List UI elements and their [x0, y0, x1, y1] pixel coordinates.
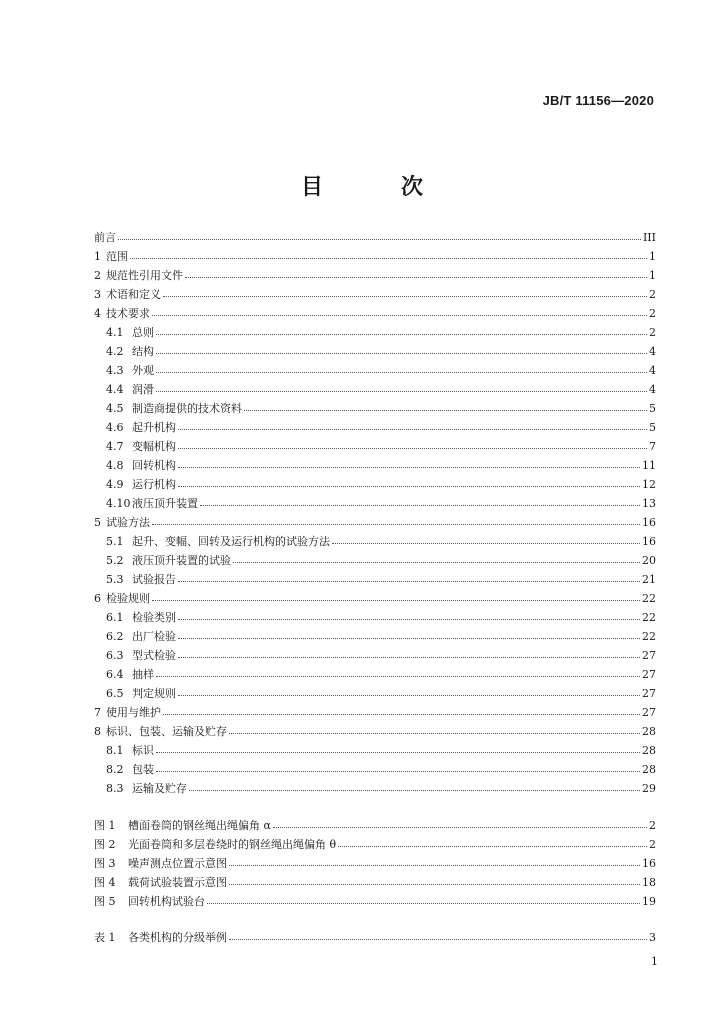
dot-leader	[332, 543, 640, 544]
dot-leader	[156, 334, 647, 335]
entry-number: 6.3	[106, 649, 124, 662]
entry-number: 4.10	[106, 497, 131, 510]
entry-page: 20	[642, 554, 656, 567]
figure-list	[94, 816, 656, 911]
entry-number: 6.5	[106, 687, 124, 700]
entry-title: 光面卷筒和多层卷绕时的钢丝绳出绳偏角 θ	[128, 838, 337, 851]
entry-number: 6.2	[106, 630, 124, 643]
entry-page: 21	[642, 573, 656, 586]
entry-number: 图 5	[94, 895, 116, 908]
dot-leader	[229, 939, 647, 940]
entry-page: 2	[649, 288, 656, 301]
entry-number: 4.5	[106, 402, 124, 415]
entry-number: 4.2	[106, 345, 124, 358]
entry-number: 5.1	[106, 535, 124, 548]
table-of-contents	[94, 228, 656, 947]
entry-page: 28	[642, 763, 656, 776]
entry-number: 图 4	[94, 876, 116, 889]
entry-page: 1	[649, 269, 656, 282]
figure-entry[interactable]	[94, 835, 656, 854]
entry-page: 28	[642, 725, 656, 738]
entry-page: 19	[642, 895, 656, 908]
entry-number: 4.8	[106, 459, 124, 472]
entry-page: 2	[649, 838, 656, 851]
dot-leader	[185, 277, 647, 278]
entry-page: 27	[642, 706, 656, 719]
entry-number: 4.3	[106, 364, 124, 377]
entry-page: 12	[642, 478, 656, 491]
entry-page: 3	[649, 931, 656, 944]
entry-number: 8	[94, 725, 101, 738]
entry-number: 8.1	[106, 744, 124, 757]
toc-entry[interactable]	[94, 684, 656, 703]
dot-leader	[156, 391, 647, 392]
entry-title: 检验类别	[132, 611, 176, 624]
toc-entry[interactable]	[94, 247, 656, 266]
entry-number: 4	[94, 307, 101, 320]
entry-number: 5.2	[106, 554, 124, 567]
entry-number: 7	[94, 706, 101, 719]
entry-title: 规范性引用文件	[106, 269, 183, 282]
dot-leader	[178, 695, 640, 696]
toc-title: 目 次	[300, 175, 451, 200]
entry-page: 4	[649, 345, 656, 358]
dot-leader	[178, 467, 640, 468]
entry-page: 1	[649, 250, 656, 263]
entry-number: 3	[94, 288, 101, 301]
entry-page: 7	[649, 440, 656, 453]
toc-entry[interactable]	[94, 323, 656, 342]
entry-title: 术语和定义	[106, 288, 161, 301]
dot-leader	[189, 790, 640, 791]
entry-title: 变幅机构	[132, 440, 176, 453]
dot-leader	[229, 733, 640, 734]
dot-leader	[152, 600, 640, 601]
toc-entry[interactable]	[94, 513, 656, 532]
dot-leader	[156, 752, 640, 753]
dot-leader	[178, 619, 640, 620]
toc-entries	[94, 228, 656, 798]
entry-page: 2	[649, 307, 656, 320]
entry-page: 27	[642, 668, 656, 681]
dot-leader	[156, 676, 640, 677]
dot-leader	[178, 429, 647, 430]
dot-leader	[156, 353, 647, 354]
toc-entry[interactable]	[94, 551, 656, 570]
entry-title: 液压顶升装置的试验	[132, 554, 231, 567]
entry-title: 外观	[132, 364, 154, 377]
dot-leader	[244, 410, 647, 411]
entry-page: 2	[649, 819, 656, 832]
entry-number: 图 3	[94, 857, 116, 870]
entry-title: 回转机构	[132, 459, 176, 472]
toc-entry[interactable]	[94, 570, 656, 589]
entry-number: 8.2	[106, 763, 124, 776]
entry-number: 图 1	[94, 819, 116, 832]
toc-entry[interactable]	[94, 380, 656, 399]
entry-page: 22	[642, 611, 656, 624]
entry-title: 包装	[132, 763, 154, 776]
entry-title: 抽样	[132, 668, 154, 681]
dot-leader	[178, 581, 640, 582]
entry-page: 27	[642, 687, 656, 700]
entry-title: 技术要求	[106, 307, 150, 320]
dot-leader	[200, 505, 640, 506]
entry-title: 型式检验	[132, 649, 176, 662]
entry-number: 1	[94, 250, 101, 263]
entry-title: 液压顶升装置	[132, 497, 198, 510]
entry-title: 噪声测点位置示意图	[128, 857, 227, 870]
section-gap	[94, 798, 656, 816]
entry-number: 6	[94, 592, 101, 605]
entry-number: 6.1	[106, 611, 124, 624]
toc-entry[interactable]	[94, 304, 656, 323]
entry-number: 4.6	[106, 421, 124, 434]
table-list	[94, 928, 656, 947]
toc-entry[interactable]	[94, 285, 656, 304]
dot-leader	[163, 296, 647, 297]
entry-number: 4.1	[106, 326, 124, 339]
dot-leader	[152, 315, 647, 316]
entry-title: 范围	[106, 250, 128, 263]
dot-leader	[233, 562, 640, 563]
toc-entry[interactable]	[94, 399, 656, 418]
toc-entry[interactable]	[94, 646, 656, 665]
toc-entry[interactable]	[94, 627, 656, 646]
dot-leader	[156, 771, 640, 772]
entry-title: 总则	[132, 326, 154, 339]
entry-page: 4	[649, 364, 656, 377]
dot-leader	[163, 714, 640, 715]
entry-title: 试验方法	[106, 516, 150, 529]
section-gap	[94, 911, 656, 928]
entry-title: 起升、变幅、回转及运行机构的试验方法	[132, 535, 330, 548]
toc-entry[interactable]	[94, 437, 656, 456]
entry-title: 判定规则	[132, 687, 176, 700]
entry-number: 8.3	[106, 782, 124, 795]
toc-entry[interactable]	[94, 475, 656, 494]
toc-entry[interactable]	[94, 342, 656, 361]
dot-leader	[156, 372, 647, 373]
entry-page: 16	[642, 516, 656, 529]
dot-leader	[178, 486, 640, 487]
toc-entry[interactable]	[94, 456, 656, 475]
dot-leader	[178, 657, 640, 658]
entry-number: 表 1	[94, 931, 116, 944]
entry-title: 标识	[132, 744, 154, 757]
entry-title: 检验规则	[106, 592, 150, 605]
dot-leader	[273, 827, 647, 828]
toc-entry[interactable]	[94, 418, 656, 437]
entry-title: 使用与维护	[106, 706, 161, 719]
entry-title: 起升机构	[132, 421, 176, 434]
entry-page: 4	[649, 383, 656, 396]
entry-number: 6.4	[106, 668, 124, 681]
entry-title: 制造商提供的技术资料	[132, 402, 242, 415]
entry-title: 润滑	[132, 383, 154, 396]
dot-leader	[229, 884, 640, 885]
toc-entry[interactable]	[94, 741, 656, 760]
toc-entry[interactable]	[94, 589, 656, 608]
entry-title: 槽面卷筒的钢丝绳出绳偏角 α	[128, 819, 271, 832]
dot-leader	[130, 258, 647, 259]
entry-number: 图 2	[94, 838, 116, 851]
toc-entry[interactable]	[94, 760, 656, 779]
entry-title: 运输及贮存	[132, 782, 187, 795]
entry-page: 5	[649, 402, 656, 415]
dot-leader	[178, 448, 647, 449]
toc-entry[interactable]	[94, 228, 656, 247]
figure-entry[interactable]	[94, 854, 656, 873]
figure-entry[interactable]	[94, 892, 656, 911]
entry-number: 5	[94, 516, 101, 529]
entry-title: 试验报告	[132, 573, 176, 586]
entry-page: 18	[642, 876, 656, 889]
toc-entry[interactable]	[94, 266, 656, 285]
entry-page: 28	[642, 744, 656, 757]
entry-title: 各类机构的分级举例	[128, 931, 227, 944]
figure-entry[interactable]	[94, 873, 656, 892]
entry-number: 2	[94, 269, 101, 282]
dot-leader	[338, 846, 647, 847]
entry-number: 4.7	[106, 440, 124, 453]
toc-entry[interactable]	[94, 779, 656, 798]
dot-leader	[178, 638, 640, 639]
entry-page: 22	[642, 630, 656, 643]
entry-title: 前言	[94, 231, 116, 244]
page-number: 1	[651, 955, 658, 968]
entry-title: 标识、包装、运输及贮存	[106, 725, 227, 738]
dot-leader	[118, 239, 641, 240]
entry-page: 16	[642, 857, 656, 870]
dot-leader	[152, 524, 640, 525]
entry-number: 5.3	[106, 573, 124, 586]
entry-page: 11	[642, 459, 656, 472]
toc-entry[interactable]	[94, 665, 656, 684]
entry-title: 运行机构	[132, 478, 176, 491]
entry-page: 27	[642, 649, 656, 662]
entry-title: 载荷试验装置示意图	[128, 876, 227, 889]
entry-page: 13	[642, 497, 656, 510]
entry-page: 5	[649, 421, 656, 434]
toc-entry[interactable]	[94, 361, 656, 380]
dot-leader	[229, 865, 640, 866]
table-entry[interactable]	[94, 928, 656, 947]
entry-page: 29	[642, 782, 656, 795]
toc-entry[interactable]	[94, 532, 656, 551]
toc-entry[interactable]	[94, 494, 656, 513]
toc-entry[interactable]	[94, 722, 656, 741]
toc-entry[interactable]	[94, 703, 656, 722]
entry-title: 结构	[132, 345, 154, 358]
entry-title: 出厂检验	[132, 630, 176, 643]
entry-title: 回转机构试验台	[128, 895, 205, 908]
entry-page: 16	[642, 535, 656, 548]
entry-number: 4.4	[106, 383, 124, 396]
entry-page: 22	[642, 592, 656, 605]
figure-entry[interactable]	[94, 816, 656, 835]
dot-leader	[207, 903, 640, 904]
standard-code: JB/T 11156—2020	[542, 93, 654, 108]
entry-page: III	[642, 231, 656, 244]
toc-entry[interactable]	[94, 608, 656, 627]
entry-number: 4.9	[106, 478, 124, 491]
entry-page: 2	[649, 326, 656, 339]
